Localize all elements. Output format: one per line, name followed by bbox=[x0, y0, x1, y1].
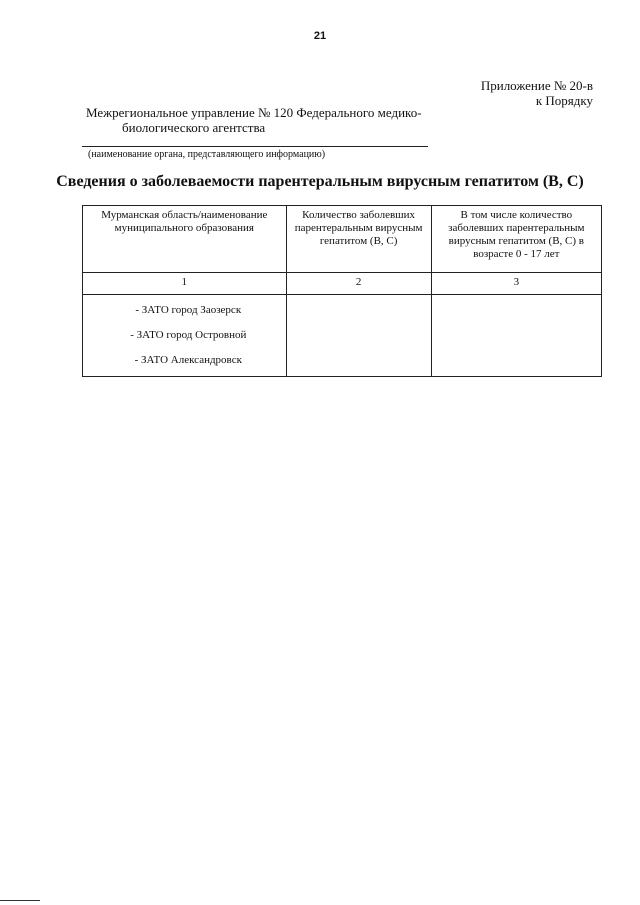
organization-caption: (наименование органа, представляющего информацию) bbox=[88, 149, 326, 160]
table-header-row bbox=[83, 206, 602, 273]
column-number-row bbox=[83, 273, 602, 295]
appendix-line-2: к Порядку bbox=[535, 93, 593, 108]
header-children-cases: В том числе количество заболевших парентеральным вирусным гепатитом (В, С) в возрасте 0 - 17 лет bbox=[431, 206, 601, 273]
region-item: - ЗАТО город Островной bbox=[130, 329, 247, 341]
document-title: Сведения о заболеваемости парентеральным вирусным гепатитом (В, С) bbox=[56, 173, 584, 190]
region-item: - ЗАТО город Заозерск bbox=[135, 304, 242, 316]
children-cases-cell[interactable] bbox=[431, 295, 601, 377]
morbidity-table bbox=[82, 205, 602, 377]
regions-cell bbox=[83, 295, 287, 377]
organization-line-1: Межрегиональное управление № 120 Федерального медико- bbox=[86, 105, 422, 120]
appendix-line-1: Приложение № 20-в bbox=[480, 78, 593, 93]
table-row bbox=[83, 295, 602, 377]
header-total-cases: Количество заболевших парентеральным вирусным гепатитом (В, С) bbox=[286, 206, 431, 273]
column-number: 3 bbox=[431, 273, 601, 295]
total-cases-cell[interactable] bbox=[286, 295, 431, 377]
reporting-organization bbox=[86, 105, 431, 135]
margin-mark bbox=[0, 900, 40, 901]
header-region: Мурманская область/наименование муниципального образования bbox=[83, 206, 287, 273]
appendix-reference bbox=[481, 78, 593, 108]
region-item: - ЗАТО Александровск bbox=[134, 354, 242, 366]
page-number: 21 bbox=[313, 30, 327, 42]
organization-underline bbox=[82, 146, 428, 147]
column-number: 1 bbox=[83, 273, 287, 295]
organization-line-2: биологического агентства bbox=[122, 120, 266, 135]
column-number: 2 bbox=[286, 273, 431, 295]
